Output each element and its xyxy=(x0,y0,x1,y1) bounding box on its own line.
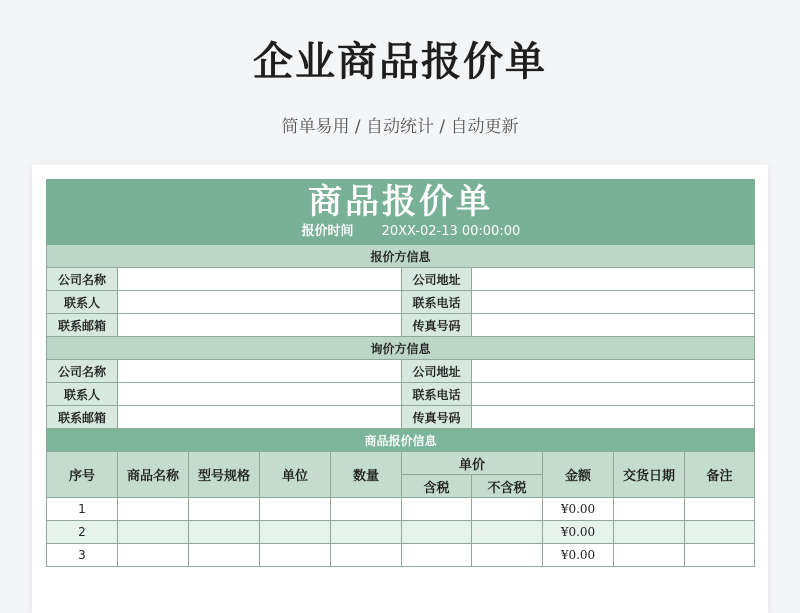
row-amount: ¥0.00 xyxy=(543,544,614,567)
row-name-cell[interactable] xyxy=(118,544,189,567)
table-row xyxy=(47,544,755,567)
quoter-email-label: 联系邮箱 xyxy=(47,314,118,337)
quoter-email-field[interactable] xyxy=(118,314,402,337)
col-header-qty: 数量 xyxy=(331,452,402,498)
table-row xyxy=(47,498,755,521)
inquirer-section-header: 询价方信息 xyxy=(47,337,755,360)
inquirer-fax-label: 传真号码 xyxy=(402,406,472,429)
col-header-name: 商品名称 xyxy=(118,452,189,498)
col-header-model: 型号规格 xyxy=(189,452,260,498)
inquirer-contact-label: 联系人 xyxy=(47,383,118,406)
page-title: 企业商品报价单 xyxy=(253,39,547,85)
row-remark-cell[interactable] xyxy=(685,498,755,521)
quote-time-value[interactable]: 20XX-02-13 00:00:00 xyxy=(381,224,521,239)
row-remark-cell[interactable] xyxy=(685,544,755,567)
row-name-cell[interactable] xyxy=(118,521,189,544)
spreadsheet-card xyxy=(32,165,768,613)
quoter-company-name-field[interactable] xyxy=(118,268,402,291)
row-delivery-cell[interactable] xyxy=(614,544,685,567)
quoter-company-address-label: 公司地址 xyxy=(402,268,472,291)
inquirer-email-label: 联系邮箱 xyxy=(47,406,118,429)
inquirer-phone-label: 联系电话 xyxy=(402,383,472,406)
quoter-section-header: 报价方信息 xyxy=(47,245,755,268)
quoter-company-address-field[interactable] xyxy=(472,268,755,291)
col-header-tax-incl: 含税 xyxy=(402,475,472,498)
inquirer-company-address-field[interactable] xyxy=(472,360,755,383)
col-header-delivery: 交货日期 xyxy=(614,452,685,498)
col-header-no: 序号 xyxy=(47,452,118,498)
row-qty-cell[interactable] xyxy=(331,544,402,567)
row-model-cell[interactable] xyxy=(189,521,260,544)
row-tax-incl-cell[interactable] xyxy=(402,521,472,544)
row-no: 3 xyxy=(47,544,118,567)
inquirer-company-address-label: 公司地址 xyxy=(402,360,472,383)
quote-time-label: 报价时间 xyxy=(301,224,354,239)
col-header-unit: 单位 xyxy=(260,452,331,498)
row-tax-excl-cell[interactable] xyxy=(472,498,543,521)
row-model-cell[interactable] xyxy=(189,544,260,567)
row-delivery-cell[interactable] xyxy=(614,498,685,521)
quote-time xyxy=(47,222,754,244)
inquirer-phone-field[interactable] xyxy=(472,383,755,406)
row-unit-cell[interactable] xyxy=(260,521,331,544)
row-no: 1 xyxy=(47,498,118,521)
row-amount: ¥0.00 xyxy=(543,498,614,521)
sheet-banner xyxy=(47,180,755,245)
col-header-amount: 金额 xyxy=(543,452,614,498)
quoter-company-name-label: 公司名称 xyxy=(47,268,118,291)
page-subtitle: 简单易用 / 自动统计 / 自动更新 xyxy=(281,117,519,137)
row-qty-cell[interactable] xyxy=(331,498,402,521)
row-model-cell[interactable] xyxy=(189,498,260,521)
col-header-tax-excl: 不含税 xyxy=(472,475,543,498)
row-no: 2 xyxy=(47,521,118,544)
row-unit-cell[interactable] xyxy=(260,498,331,521)
row-qty-cell[interactable] xyxy=(331,521,402,544)
inquirer-company-name-label: 公司名称 xyxy=(47,360,118,383)
row-tax-excl-cell[interactable] xyxy=(472,544,543,567)
quoter-fax-field[interactable] xyxy=(472,314,755,337)
row-name-cell[interactable] xyxy=(118,498,189,521)
quotation-sheet xyxy=(46,179,755,567)
col-header-price: 单价 xyxy=(402,452,543,475)
row-unit-cell[interactable] xyxy=(260,544,331,567)
quoter-phone-field[interactable] xyxy=(472,291,755,314)
products-section-header: 商品报价信息 xyxy=(47,429,755,452)
col-header-remark: 备注 xyxy=(685,452,755,498)
row-delivery-cell[interactable] xyxy=(614,521,685,544)
row-amount: ¥0.00 xyxy=(543,521,614,544)
sheet-title: 商品报价单 xyxy=(308,182,494,222)
row-remark-cell[interactable] xyxy=(685,521,755,544)
table-row xyxy=(47,521,755,544)
inquirer-company-name-field[interactable] xyxy=(118,360,402,383)
row-tax-incl-cell[interactable] xyxy=(402,498,472,521)
quoter-contact-label: 联系人 xyxy=(47,291,118,314)
quoter-phone-label: 联系电话 xyxy=(402,291,472,314)
row-tax-incl-cell[interactable] xyxy=(402,544,472,567)
quoter-fax-label: 传真号码 xyxy=(402,314,472,337)
inquirer-contact-field[interactable] xyxy=(118,383,402,406)
inquirer-email-field[interactable] xyxy=(118,406,402,429)
quoter-contact-field[interactable] xyxy=(118,291,402,314)
row-tax-excl-cell[interactable] xyxy=(472,521,543,544)
inquirer-fax-field[interactable] xyxy=(472,406,755,429)
